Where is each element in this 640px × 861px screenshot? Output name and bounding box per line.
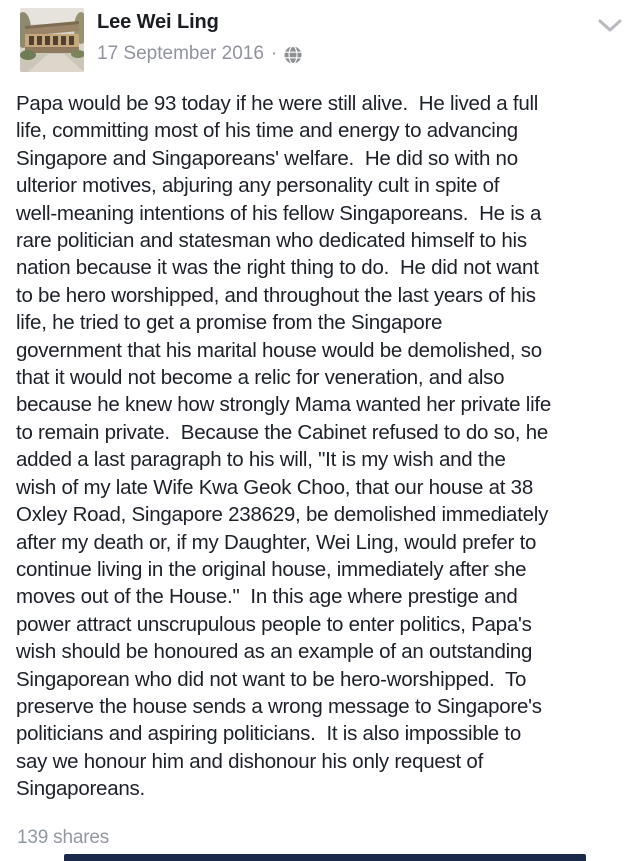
post-text-line: preserve the house sends a wrong message to Singapore's xyxy=(16,694,542,718)
post-date[interactable]: 17 September 2016 xyxy=(97,43,264,64)
meta-separator: · xyxy=(270,43,278,64)
post-text-line: to remain private. Because the Cabinet refused to do so, he xyxy=(16,420,548,444)
house-photo-icon xyxy=(20,8,84,72)
post-text-line: nation because it was the right thing to do. He did not want xyxy=(16,256,539,280)
globe-icon xyxy=(284,46,302,64)
post-text-line: moves out of the House." In this age where prestige and xyxy=(16,585,518,609)
shares-count[interactable]: 139 shares xyxy=(17,827,110,848)
post-text-line: added a last paragraph to his will, "It is my wish and the xyxy=(16,448,506,472)
post-text-line: Singaporean who did not want to be hero-worshipped. To xyxy=(16,667,527,691)
post-text-line: say we honour him and dishonour his only request of xyxy=(16,749,484,773)
post-text-line: power attract unscrupulous people to enter politics, Papa's xyxy=(16,612,532,636)
post-text-line: Singapore and Singaporeans' welfare. He did so with no xyxy=(16,146,518,170)
post-text-line: rare politician and statesman who dedicated himself to his xyxy=(16,229,527,253)
post-text-line: Papa would be 93 today if he were still alive. He lived a full xyxy=(16,92,539,115)
avatar[interactable] xyxy=(20,8,84,72)
post-text-line: well-meaning intentions of his fellow Singaporeans. He is a xyxy=(16,201,542,225)
bottom-edge-bar xyxy=(64,854,586,861)
post-text-line: that it would not become a relic for veneration, and also xyxy=(16,366,505,390)
author-name[interactable]: Lee Wei Ling xyxy=(97,11,219,33)
post-text-line: ulterior motives, abjuring any personality cult in spite of xyxy=(16,174,500,198)
post-text-line: to be hero worshipped, and throughout the last years of his xyxy=(16,283,536,307)
post-menu-button[interactable] xyxy=(597,17,623,35)
post-header xyxy=(0,0,640,88)
post-text-line: life, he tried to get a promise from the Singapore xyxy=(16,311,443,335)
post-meta[interactable] xyxy=(97,43,302,65)
post-text-line: Singaporeans. xyxy=(16,777,145,801)
post-text-line: because he knew how strongly Mama wanted her private life xyxy=(16,393,551,417)
post-text-line: wish should be honoured as an example of an outstanding xyxy=(16,640,533,664)
post-text-line: Oxley Road, Singapore 238629, be demolished immediately xyxy=(16,503,549,527)
post-text-line: after my death or, if my Daughter, Wei Ling, would prefer to xyxy=(16,530,537,554)
post-text-line: continue living in the original house, immediately after she xyxy=(16,557,527,581)
post-text-line: wish of my late Wife Kwa Geok Choo, that our house at 38 xyxy=(16,475,533,499)
chevron-down-icon xyxy=(597,22,623,39)
post-text-line: life, committing most of his time and energy to advancing xyxy=(16,119,518,143)
post-text xyxy=(16,90,640,803)
post-text-line: government that his marital house would be demolished, so xyxy=(16,338,542,362)
post-text-line: politicians and aspiring politicians. It is also impossible to xyxy=(16,722,521,746)
